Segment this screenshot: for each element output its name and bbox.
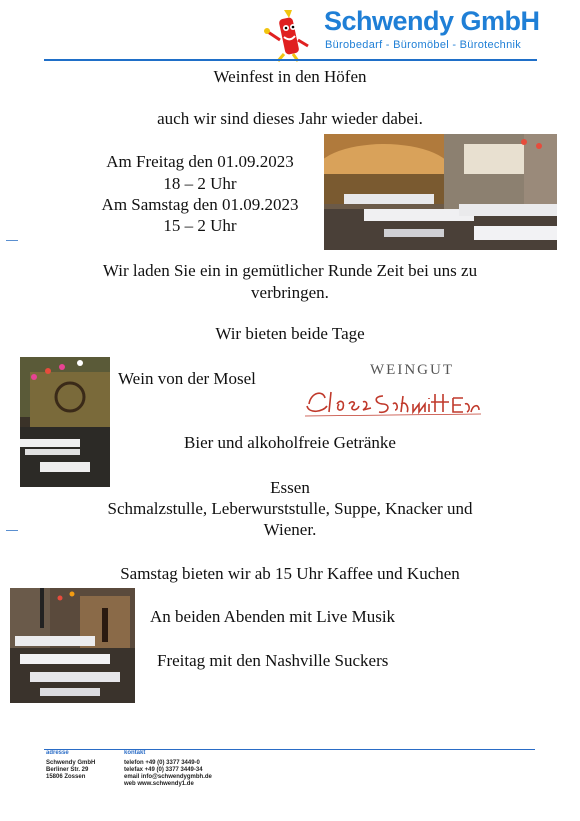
- street-festival-photo: [324, 134, 557, 250]
- food-line-1: Schmalzstulle, Leberwurststulle, Suppe, Knacker und: [107, 499, 473, 518]
- winery-word: WEINGUT: [370, 362, 454, 378]
- saturday-date: Am Samstag den 01.09.2023: [101, 195, 299, 214]
- footer-address-line: Schwendy GmbH: [46, 760, 96, 766]
- intro-text: auch wir sind dieses Jahr wieder dabei.: [157, 109, 423, 128]
- footer-contact-line: telefon +49 (0) 3377 3449-0: [124, 760, 200, 766]
- footer-address-line: 15806 Zossen: [46, 774, 86, 780]
- footer-address-label: adresse: [46, 750, 69, 756]
- tables-photo: [10, 588, 135, 703]
- footer-divider: [44, 749, 535, 750]
- winery-signature-logo: [303, 382, 483, 422]
- company-tagline: Bürobedarf - Büromöbel - Bürotechnik: [325, 39, 522, 51]
- mascot-logo-icon: [262, 10, 322, 62]
- friday-time: 18 – 2 Uhr: [163, 174, 237, 193]
- footer-contact-line: telefax +49 (0) 3377 3449-34: [124, 767, 203, 773]
- page-title: Weinfest in den Höfen: [213, 67, 367, 86]
- food-heading: Essen: [270, 478, 310, 497]
- band-info: Freitag mit den Nashville Suckers: [157, 651, 389, 670]
- invite-line-2: verbringen.: [251, 283, 329, 302]
- friday-date: Am Freitag den 01.09.2023: [106, 152, 294, 171]
- food-line-2: Wiener.: [263, 520, 317, 539]
- wine-mural-photo: [20, 357, 110, 487]
- saturday-time: 15 – 2 Uhr: [163, 216, 237, 235]
- header-divider: [44, 59, 537, 61]
- coffee-offer: Samstag bieten wir ab 15 Uhr Kaffee und Kuchen: [120, 564, 460, 583]
- footer-contact-email[interactable]: email info@schwendygmbh.de: [124, 774, 212, 780]
- offer-heading: Wir bieten beide Tage: [215, 324, 365, 343]
- margin-mark: [6, 530, 18, 531]
- footer-address-line: Berliner Str. 29: [46, 767, 89, 773]
- footer-contact-label: kontakt: [124, 750, 146, 756]
- footer-contact-web[interactable]: web www.schwendy1.de: [124, 781, 194, 787]
- invite-line-1: Wir laden Sie ein in gemütlicher Runde Zeit bei uns zu: [102, 261, 478, 280]
- beverages-offer: Bier und alkoholfreie Getränke: [184, 433, 396, 452]
- company-name: Schwendy GmbH: [324, 6, 540, 36]
- margin-mark: [6, 240, 18, 241]
- wine-offer: Wein von der Mosel: [118, 369, 256, 388]
- live-music: An beiden Abenden mit Live Musik: [150, 607, 396, 626]
